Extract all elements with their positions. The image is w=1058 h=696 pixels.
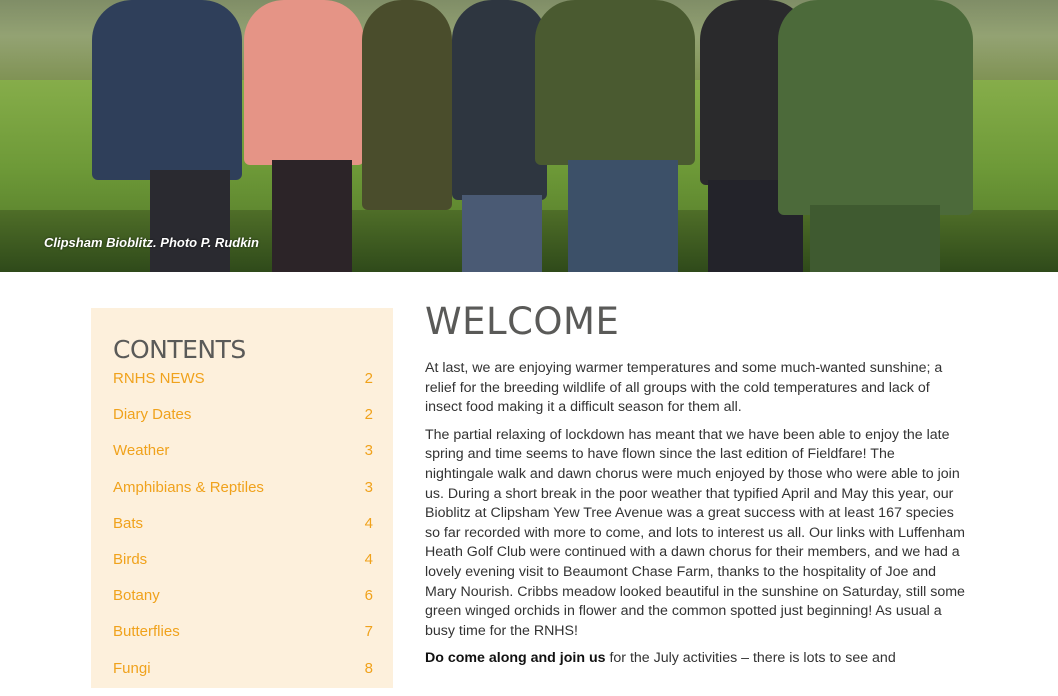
toc-item[interactable] bbox=[113, 623, 373, 659]
welcome-article bbox=[425, 359, 965, 677]
welcome-paragraph-3-text: for the July activities – there is lots to see and bbox=[605, 650, 896, 667]
toc-label: Fungi bbox=[113, 659, 151, 677]
person-4 bbox=[452, 0, 547, 200]
person-7 bbox=[778, 0, 973, 215]
person-5-legs bbox=[568, 160, 678, 272]
photo-caption: Clipsham Bioblitz. Photo P. Rudkin bbox=[44, 235, 259, 250]
welcome-paragraph-2: The partial relaxing of lockdown has meant that we have been able to enjoy the late spring and time seems to have flown since the last edition of Fieldfare! The nightingale walk and dawn chorus were much enjoyed by those who were able to join us. During a short break in the poor weather that typified April and May this year, our Bioblitz at Clipsham Yew Tree Avenue was a great success with at least 167 species so far recorded with more to come, and lots to interest us all. Our links with Luffenham Heath Golf Club were continued with a dawn chorus for their members, and we had a lovely evening visit to Beaumont Chase Farm, thanks to the hospitality of Joe and Mary Nourish. Cribbs meadow looked beautiful in the sunshine on Saturday, still some green winged orchids in flower and the common spotted just beginning! As usual a busy time for the RNHS! bbox=[425, 426, 965, 639]
contents-list bbox=[113, 370, 373, 696]
toc-page: 3 bbox=[364, 442, 373, 460]
welcome-paragraph-3 bbox=[425, 649, 965, 669]
toc-page: 3 bbox=[364, 478, 373, 496]
toc-item[interactable] bbox=[113, 479, 373, 515]
header-photo bbox=[0, 0, 1058, 272]
toc-item[interactable] bbox=[113, 442, 373, 478]
toc-label: RNHS NEWS bbox=[113, 370, 205, 387]
toc-label: Weather bbox=[113, 442, 170, 460]
toc-page: 4 bbox=[364, 550, 373, 568]
toc-label: Diary Dates bbox=[113, 406, 192, 424]
toc-page: 4 bbox=[364, 514, 373, 532]
toc-label: Bats bbox=[113, 514, 144, 532]
person-1 bbox=[92, 0, 242, 180]
person-5 bbox=[535, 0, 695, 165]
welcome-paragraph-1: At last, we are enjoying warmer temperatures and some much-wanted sunshine; a relief for the breeding wildlife of all groups with the cold temperatures and lack of insect food making it a difficult season for them all. bbox=[425, 360, 943, 416]
person-3 bbox=[362, 0, 452, 210]
welcome-heading: WELCOME bbox=[425, 300, 620, 343]
person-2-legs bbox=[272, 160, 352, 272]
toc-label: Butterflies bbox=[113, 623, 180, 641]
toc-page: 8 bbox=[364, 659, 373, 677]
toc-label: Botany bbox=[113, 587, 160, 605]
toc-item[interactable] bbox=[113, 515, 373, 551]
contents-title: CONTENTS bbox=[113, 335, 246, 364]
person-4-legs bbox=[462, 195, 542, 272]
toc-item[interactable] bbox=[113, 587, 373, 623]
toc-page: 2 bbox=[364, 406, 373, 424]
toc-label: Amphibians & Reptiles bbox=[113, 478, 264, 496]
toc-page: 6 bbox=[364, 587, 373, 605]
welcome-callout: Do come along and join us bbox=[425, 650, 606, 667]
person-7-legs bbox=[810, 205, 940, 272]
person-2 bbox=[244, 0, 364, 165]
toc-page: 2 bbox=[364, 370, 373, 387]
toc-item[interactable] bbox=[113, 551, 373, 587]
toc-page: 7 bbox=[364, 623, 373, 641]
toc-item[interactable] bbox=[113, 660, 373, 696]
toc-item[interactable] bbox=[113, 370, 373, 406]
person-1-legs bbox=[150, 170, 230, 272]
toc-label: Birds bbox=[113, 550, 148, 568]
toc-item[interactable] bbox=[113, 406, 373, 442]
